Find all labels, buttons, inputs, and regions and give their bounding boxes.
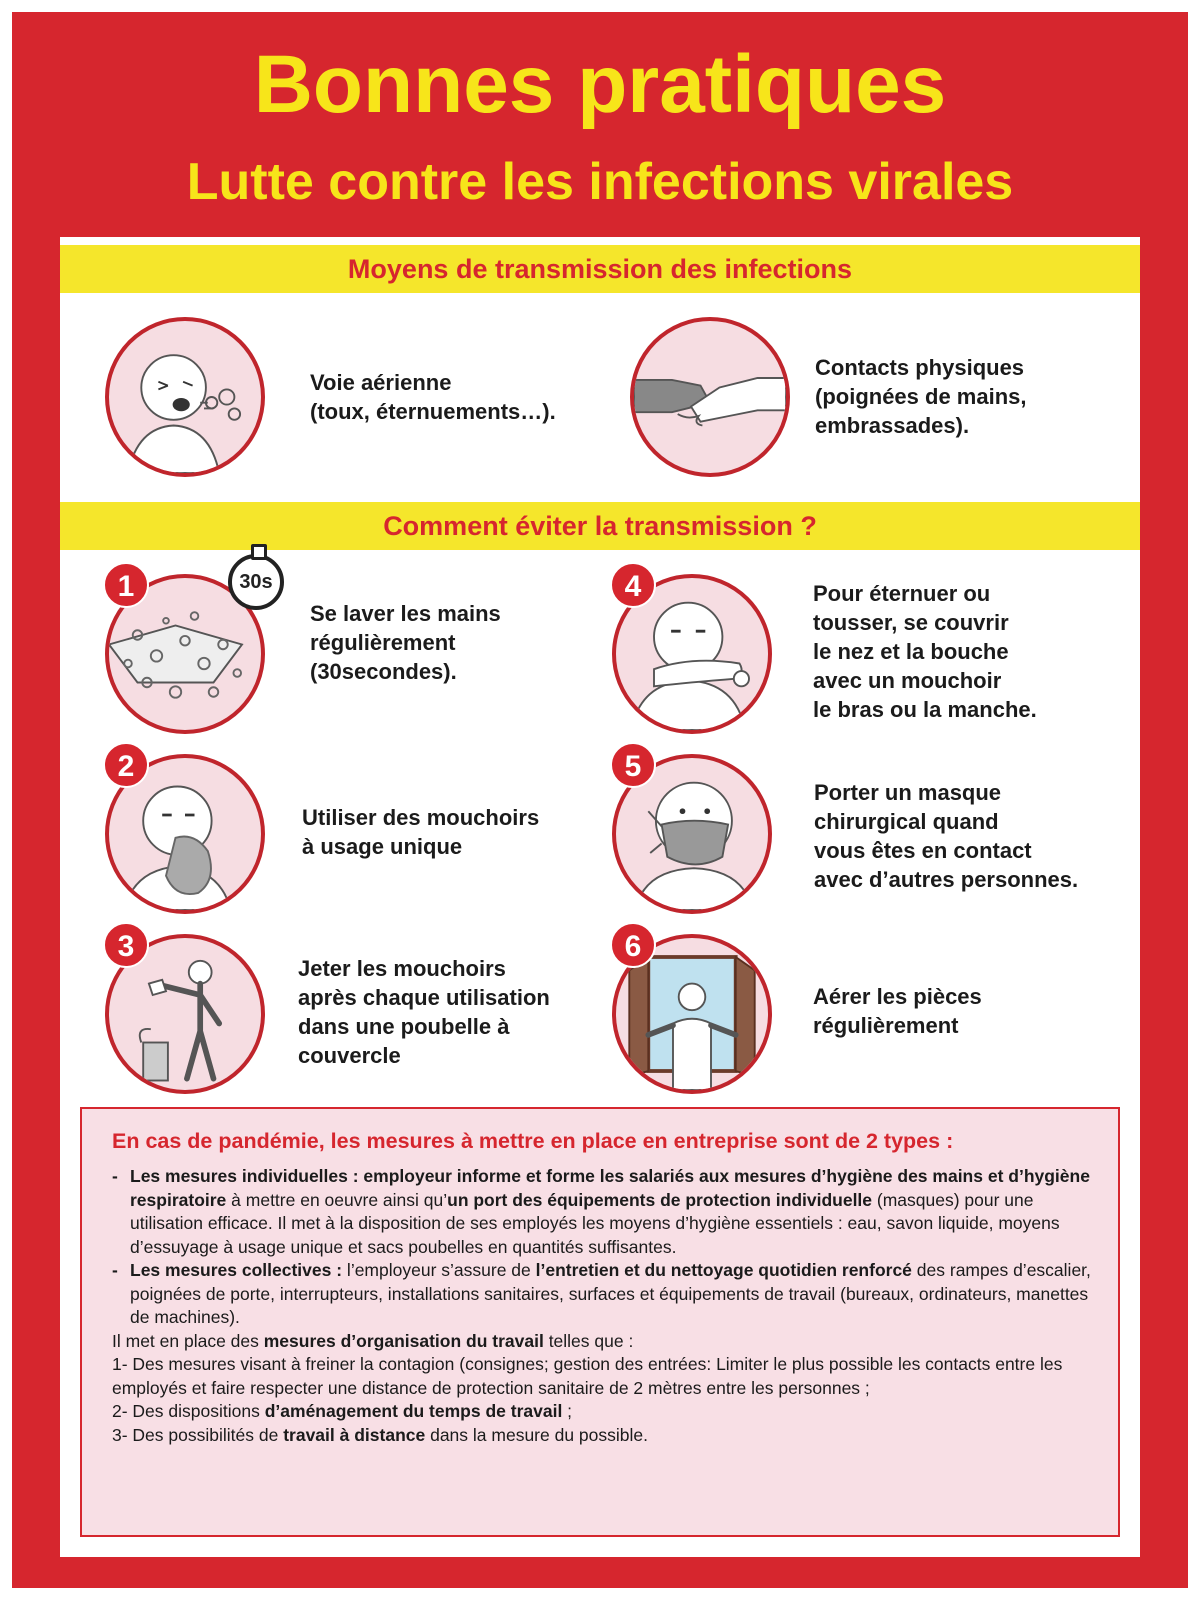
pandemic-heading: En cas de pandémie, les mesures à mettre en place en entreprise sont de 2 types :	[112, 1129, 954, 1153]
measure-2-suffix: ;	[562, 1401, 573, 1421]
measure-2-bold: d’aménagement du temps de travail	[264, 1401, 563, 1421]
poster-subtitle: Lutte contre les infections virales	[186, 153, 1014, 211]
coughing-person-icon	[105, 317, 265, 477]
step-number-4: 4	[610, 562, 656, 608]
bullet-dash: -	[112, 1166, 118, 1186]
individual-protection-bold: un port des équipements de protection individuelle	[447, 1189, 873, 1210]
prevention-text-6: Aérer les pièces régulièrement	[813, 984, 982, 1038]
step-number-5: 5	[610, 742, 656, 788]
transmission-text-contact: Contacts physiques (poignées de mains, embrassades).	[815, 355, 1027, 438]
prevention-text-2: Utiliser des mouchoirs à usage unique	[302, 805, 540, 859]
content-panel	[60, 237, 1140, 1557]
measure-3-suffix: dans la mesure du possible.	[425, 1424, 649, 1445]
individual-measures	[112, 1165, 1096, 1259]
individual-measures-rest: (masques) pour une utilisation efficace. Il met à la disposition de ses employés les moyens d’hygiène essentiels : eau, savon liquide, moyens d’essuyage à usage unique et sacs poubelles en quantités suffisantes.	[130, 1189, 1060, 1257]
poster-title: Bonnes pratiques	[253, 39, 947, 130]
step-number-2: 2	[103, 742, 149, 788]
prevention-text-3: Jeter les mouchoirs après chaque utilisation dans une poubelle à couvercle	[298, 956, 550, 1068]
measure-3	[112, 1424, 1096, 1448]
measure-2-text: 2- Des dispositions	[112, 1401, 265, 1421]
step-number-6: 6	[610, 922, 656, 968]
measure-2	[112, 1400, 1096, 1424]
transmission-text-air: Voie aérienne (toux, éternuements…).	[310, 370, 556, 424]
prevention-text-4: Pour éternuer ou tousser, se couvrir le nez et la bouche avec un mouchoir le bras ou la manche.	[813, 581, 1037, 722]
bullet-dash: -	[112, 1260, 118, 1280]
handshake-icon	[630, 317, 790, 477]
collective-measures-bold: Les mesures collectives :	[130, 1260, 343, 1280]
organisation-bold: mesures d’organisation du travail	[263, 1330, 544, 1351]
pandemic-measures-box	[80, 1107, 1120, 1537]
measure-3-text: 3- Des possibilités de	[112, 1424, 284, 1445]
step-number-1: 1	[103, 562, 149, 608]
poster	[12, 12, 1188, 1588]
prevention-heading: Comment éviter la transmission ?	[60, 502, 1140, 550]
measure-1: 1- Des mesures visant à freiner la contagion (consignes; gestion des entrées: Limiter le plus possible les contacts entre les employés et faire respecter une distance de protection sanitaire de 2 mètres entre les personnes ;	[112, 1354, 1063, 1398]
collective-cleaning-bold: l’entretien et du nettoyage quotidien renforcé	[535, 1260, 912, 1280]
prevention-text-5: Porter un masque chirurgical quand vous êtes en contact avec d’autres personnes.	[814, 780, 1079, 892]
individual-measures-text: à mettre en oeuvre ainsi qu’	[226, 1189, 448, 1210]
step-number-3: 3	[103, 922, 149, 968]
transmission-heading: Moyens de transmission des infections	[60, 245, 1140, 293]
stopwatch-icon: 30s	[228, 554, 284, 610]
prevention-text-1: Se laver les mains régulièrement (30secondes).	[310, 601, 501, 684]
organisation-suffix: telles que :	[543, 1330, 634, 1351]
organisation-intro	[112, 1330, 1096, 1354]
collective-measures	[112, 1259, 1096, 1330]
measure-3-bold: travail à distance	[283, 1424, 426, 1445]
organisation-text: Il met en place des	[112, 1330, 264, 1351]
collective-measures-rest: des rampes d’escalier, poignées de porte, interrupteurs, installations sanitaires, surfaces et équipements de travail (bureaux, ordinateurs, manettes de machines).	[130, 1260, 1091, 1327]
collective-measures-text: l’employeur s’assure de	[342, 1260, 536, 1280]
individual-measures-bold: Les mesures individuelles : employeur informe et forme les salariés aux mesures d’hygiène des mains et d’hygiène respiratoire	[130, 1166, 1090, 1210]
